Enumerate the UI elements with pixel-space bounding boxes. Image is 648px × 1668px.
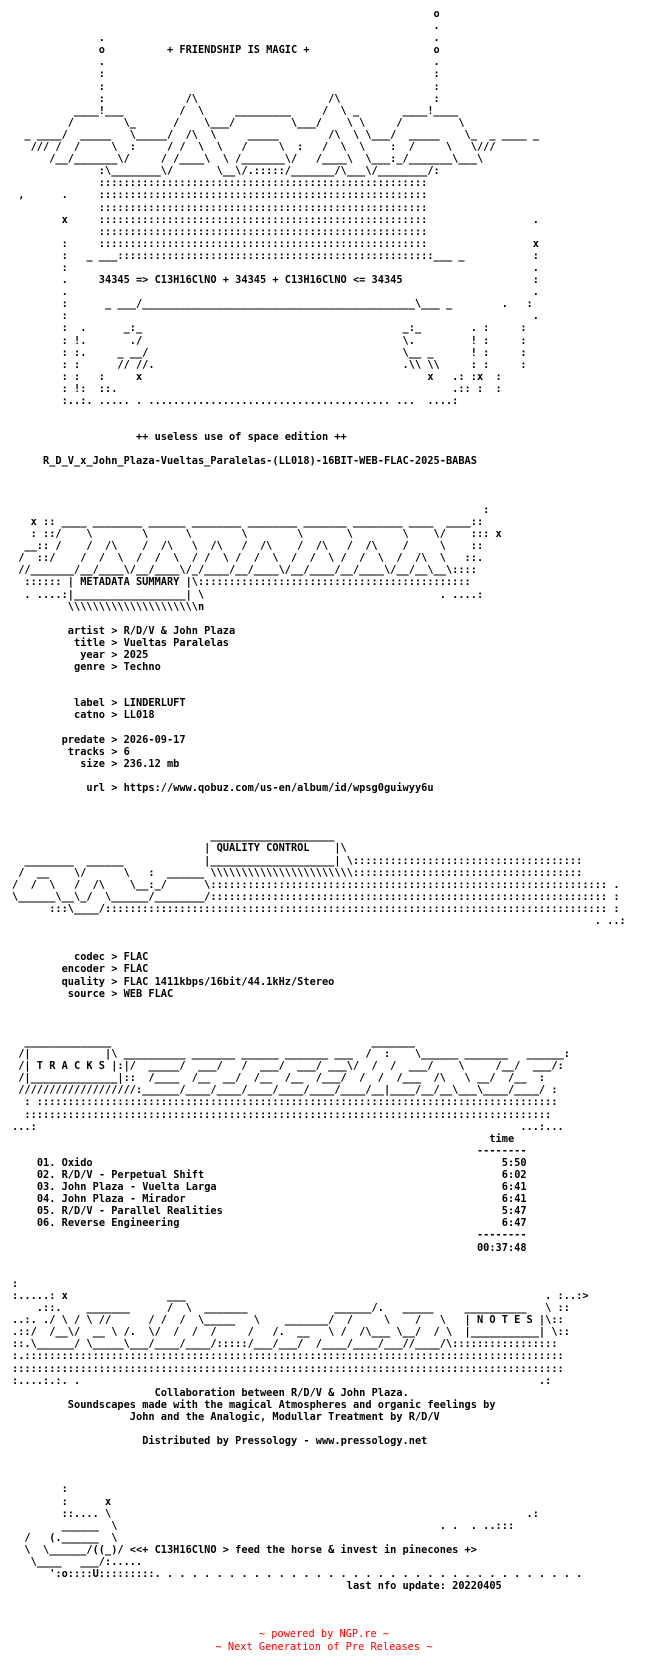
track-number: 06. [36, 1217, 56, 1230]
track-time: 5:50 [501, 1156, 527, 1169]
track-time: 6:02 [501, 1169, 527, 1181]
tracklist [12, 1157, 527, 1229]
signature-ascii-art: : : x ::.... \ .: ______ \ . . . ..::: / (.______ \ \ \______/((_)/ <<+ C13H16ClNO > feed the horse & invest in pinecones +> \____ ___/:..... ':o::::U:::::::::. . . . . . . . . . . . . . . . . . . . . . . . . . . . . . . . . . . [24, 1483, 583, 1581]
notes-text: John and the Analogic, Modullar Treatment by R/D/V [129, 1410, 440, 1423]
tracklist-total-time: 00:37:48 [476, 1241, 527, 1254]
footer [0, 1628, 648, 1654]
notes-text: Soundscapes made with the magical Atmospheres and organic feelings by [67, 1398, 496, 1411]
notes-text: Collaboration between R/D/V & John Plaza. [154, 1386, 409, 1399]
tracklist-time-header: time [489, 1132, 515, 1145]
track-row [12, 1157, 527, 1169]
tracklist-footer [12, 1229, 527, 1253]
track-row [12, 1169, 527, 1181]
track-number: 05. [36, 1205, 56, 1218]
notes-line [12, 1435, 427, 1447]
track-number: 02. [36, 1169, 56, 1181]
track-number: 01. [36, 1156, 56, 1169]
track-title: R/D/V - Perpetual Shift [61, 1169, 205, 1181]
track-title: Reverse Engineering [61, 1217, 180, 1230]
track-number: 03. [36, 1181, 56, 1194]
track-time: 5:47 [501, 1205, 527, 1218]
notes-ascii-art: : :.....: x ___ . :..:> .::. _______ / \ _______ ______/. _____ __________ \ :: ..:. ./ \ / \ // / / / \_____ \ _______/ / \ / \ | N O T E S |\:: .::/ /__\/ __ \ /. \/ / / / / /. __ \ / /\___ \__/ / \ |___________| \:: ::.\______/ \_____\___/____/____/:::::/___/___/ /____/____/___//____/\::::::::::::::::: :.::::::::::::::::::::::::::::::::::::::::::::::::::::::::::::::::::::::::::::::::::::::: ::::::::::::::::::::::::::::::::::::::::::::::::::::::::::::::::::::::::::::::::::::::::: :....:.:. . .: [12, 1277, 589, 1387]
tracklist-top-rule: -------- [476, 1144, 527, 1157]
tracklist-pad [12, 1133, 489, 1145]
track-title: John Plaza - Mirador [61, 1193, 186, 1206]
footer-tagline: ~ Next Generation of Pre Releases ~ [215, 1641, 433, 1653]
track-title: Oxido [61, 1156, 93, 1169]
notes-line [12, 1423, 285, 1435]
last-update-pad [12, 1580, 347, 1592]
notes-text: Distributed by Pressology - www.pressology.net [142, 1435, 428, 1448]
tracklist-pad [12, 1145, 477, 1157]
last-update: last nfo update: 20220405 [346, 1580, 502, 1593]
track-title: John Plaza - Vuelta Larga [61, 1181, 217, 1194]
track-time: 6:47 [501, 1217, 527, 1230]
tracklist-bottom-rule: -------- [476, 1229, 527, 1242]
notes-block [12, 1387, 496, 1447]
track-row [12, 1205, 527, 1217]
tracklist-header-row [12, 1133, 527, 1157]
footer-powered-by: ~ powered by NGP.re ~ [258, 1628, 390, 1640]
last-update-row [12, 1580, 502, 1592]
nfo-document [12, 8, 626, 1592]
track-time: 6:41 [501, 1193, 527, 1206]
track-row [12, 1193, 527, 1205]
notes-line [12, 1387, 409, 1399]
track-row [12, 1217, 527, 1229]
nfo-ascii-art: o . . . o + FRIENDSHIP IS MAGIC + o . . : : : : : /\ /\ : ____!___ / \ _________ / \ _ ____!____ / \_ / \___/ \___/ \ \ / \ _ ____/ _____ \_____/ /\ \ _____ /\ \ \___/ _____ \_ _ ____ _ /// / / \ : / / \ \ / \ : / \ \ : / \ \/// /__/_______\/ / /____\ \ /_______\/ /____\ \___:_/_______\___\ :\________\/ \__\/.:::::/_______/\___\/________/: ::::::::::::::::::::::::::::::::::::::::::::::::::::: , . ::::::::::::::::::::::::::::::::::::::::::::::::::::: ::::::::::::::::::::::::::::::::::::::::::::::::::::: x ::::::::::::::::::::::::::::::::::::::::::::::::::::: . ::::::::::::::::::::::::::::::::::::::::::::::::::::: : ::::::::::::::::::::::::::::::::::::::::::::::::::::: x : _ ___:::::::::::::::::::::::::::::::::::::::::::::::::::___ _ : : . . 34345 => C13H16ClNO + 34345 + C13H16ClNO <= 34345 : . . : _ ___/____________________________________________\___ _ . : : . : . _:_ _:_ . : : : !. ./ \. ! : : : :. _ __/ \__ _ ! : : : : // //. .\\ \\ : : : : : : x x .: :x : : !: ::. .:: : : :..:. ..... . ....................................... ... ....: ++ useless use of space edition ++ R_D_V_x_John_Plaza-Vueltas_Paralelas-(LL018)-16BIT-WEB-FLAC-2025-BABAS : x :: ____ ________ ______ ________ ________ _______ ________ ____ ____:: : ::/ \ \ \ \ \ \ \ \/ ::: x __:: / / /\ / /\ \ /\ / /\ / /\ / /\ / \ :: / ::/ / / \ / / \ / / \ / / \ / / \ / / \ / /\ \ ::. //_______/__/____\/__/____\/_/____/__/____\/__/____/__/____\/__/__\__\:::: :::::: | METADATA SUMMARY |\:::::::::::::::::::::::::::::::::::::::::::: . ....:|__________________| \ . ....: \\\\\\\\\\\\\\\\\\\\\n artist > R/D/V & John Plaza title > Vueltas Paralelas year > 2025 genre > Techno label > LINDERLUFT catno > LL018 predate > 2026-09-17 tracks > 6 size > 236.12 mb url > https://www.qobuz.com/us-en/album/id/wpsg0guiwyy6u ____________________ | QUALITY CONTROL |\ ________ ______ |____________________| \::::::::::::::::::::::::::::::::::::: / __ \/ \ : ______ \\\\\\\\\\\\\\\\\\\\\\\::::::::::::::::::::::::::::::::::::: / / \ / /\ \__:_/ \:::::::::::::::::::::::::::::::::::::::::::::::::::::::::::::::: . \______\__\_/ \______/________/:::::::::::::::::::::::::::::::::::::::::::::::::::::::::::::::: : :::\____/::::::::::::::::::::::::::::::::::::::::::::::::::::::::::::::::::::::::::::::::: : . ..: codec > FLAC encoder > FLAC quality > FLAC 1411kbps/16bit/44.1kHz/Stereo source > WEB FLAC ______________ _______ /| |\ __________ _______ ______ _______ ___ / : \______ _______ ______: /| T R A C K S |:|/ _____/ ___/ / ___/ ___/ ___\/ / / ___/ \ /__/ ___/: /|______________|:: /____ /__ __/ /__ /__ /___/ / / /___ /\ \ __/ /__ : ///////////////////:______/____/____/____/____/____/____/__|____/__/__\___\____/____/ : : :::::::::::::::::::::::::::::::::::::::::::::::::::::::::::::::::::::::::::::::::::: ::::::::::::::::::::::::::::::::::::::::::::::::::::::::::::::::::::::::::::::::::::: ...: ...:... [12, 8, 626, 1133]
tracklist-pad [12, 1242, 477, 1254]
notes-line [12, 1411, 440, 1423]
tracklist-pad [12, 1229, 477, 1241]
track-title: R/D/V - Parallel Realities [61, 1205, 223, 1218]
track-row [12, 1181, 527, 1193]
track-time: 6:41 [501, 1181, 527, 1194]
notes-line [12, 1399, 496, 1411]
track-number: 04. [36, 1193, 56, 1206]
